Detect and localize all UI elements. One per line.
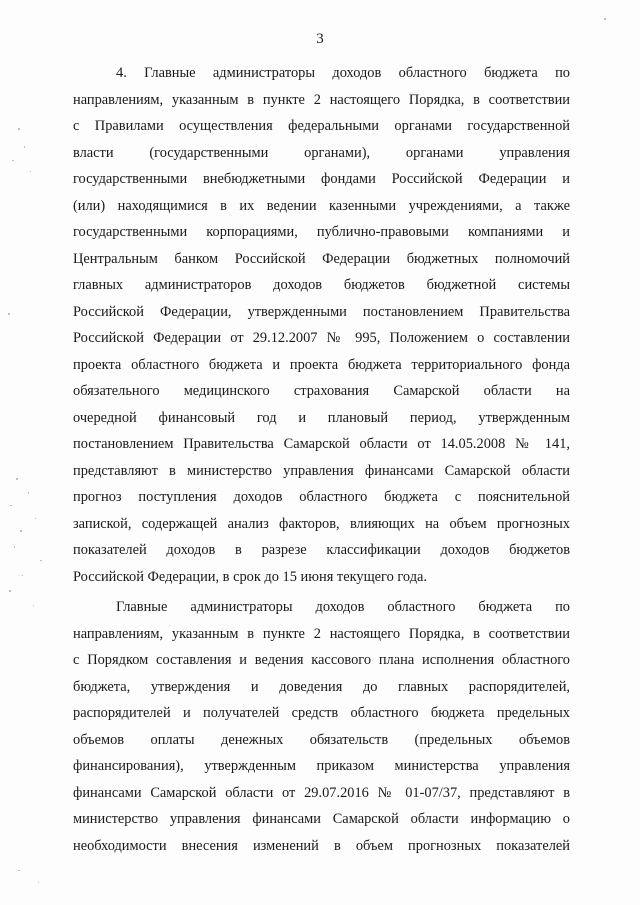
scan-speck: [604, 18, 606, 20]
text-line: постановлением Правительства Самарской области от 14.05.2008 № 141,: [73, 436, 570, 452]
document-body: [73, 60, 570, 859]
text-line: Российской Федерации от 29.12.2007 № 995, Положением о составлении: [73, 330, 570, 346]
text-line: направлениям, указанным в пункте 2 настоящего Порядка, в соответствии: [73, 91, 570, 108]
text-line: обязательного медицинского страхования Самарской области на: [73, 383, 570, 399]
scan-speck: [24, 146, 25, 148]
scan-speck: [16, 478, 18, 480]
scan-speck: [22, 575, 23, 576]
text-line: государственными корпорациями, публично-правовыми компаниями и: [73, 224, 570, 240]
scan-speck: [10, 505, 12, 506]
text-line: Российской Федерации, утвержденными постановлением Правительства: [73, 303, 570, 320]
text-line: государственными внебюджетными фондами Российской Федерации и: [73, 171, 570, 187]
scan-speck: [33, 605, 34, 606]
text-line: запиской, содержащей анализ факторов, влияющих на объем прогнозных: [73, 515, 570, 532]
text-line: министерство управления финансами Самарской области информацию о: [73, 811, 570, 827]
scan-speck: [35, 518, 36, 519]
text-line: показателей доходов в разрезе классификации доходов бюджетов: [73, 542, 570, 558]
text-line: (или) находящимися в их ведении казенными учреждениями, а также: [73, 197, 570, 214]
text-line: проекта областного бюджета и проекта бюджета территориального фонда: [73, 356, 570, 373]
text-line: Центральным банком Российской Федерации бюджетных полномочий: [73, 250, 570, 267]
text-line: распорядителей и получателей средств областного бюджета предельных: [73, 705, 570, 721]
paragraph-2: [73, 594, 570, 859]
text-line: власти (государственными органами), органами управления: [73, 144, 570, 161]
scan-speck: [9, 590, 11, 592]
scan-speck: [18, 870, 20, 871]
scan-speck: [30, 171, 31, 172]
text-line: объемов оплаты денежных обязательств (предельных объемов: [73, 731, 570, 748]
scan-speck: [18, 128, 20, 130]
text-line: прогноз поступления доходов областного бюджета с пояснительной: [73, 489, 570, 505]
text-line: Российской Федерации, в срок до 15 июня текущего года.: [73, 568, 428, 585]
paragraph-1: [73, 60, 570, 590]
scan-speck: [28, 492, 29, 494]
scan-speck: [12, 160, 14, 161]
text-line: 4. Главные администраторы доходов областного бюджета по: [116, 65, 570, 81]
text-line: представляют в министерство управления финансами Самарской области: [73, 462, 570, 479]
text-line: финансирования), утвержденным приказом министерства управления: [73, 758, 570, 774]
text-line: с Правилами осуществления федеральными органами государственной: [73, 118, 570, 134]
text-line: с Порядком составления и ведения кассового плана исполнения областного: [73, 652, 570, 668]
text-line: главных администраторов доходов бюджетов бюджетной системы: [73, 277, 570, 293]
page-number: 3: [316, 31, 324, 47]
scan-speck: [40, 560, 42, 561]
scan-speck: [38, 882, 39, 883]
text-line: бюджета, утверждения и доведения до главных распорядителей,: [73, 678, 570, 695]
text-line: необходимости внесения изменений в объем прогнозных показателей: [73, 837, 570, 854]
text-line: направлениям, указанным в пункте 2 настоящего Порядка, в соответствии: [73, 625, 570, 642]
text-line: очередной финансовый год и плановый период, утвержденным: [73, 409, 570, 426]
scan-speck: [8, 313, 10, 315]
text-line: Главные администраторы доходов областного бюджета по: [116, 599, 570, 615]
text-line: финансами Самарской области от 29.07.2016 № 01-07/37, представляют в: [73, 784, 570, 801]
scan-speck: [14, 546, 15, 548]
scan-speck: [20, 530, 22, 532]
